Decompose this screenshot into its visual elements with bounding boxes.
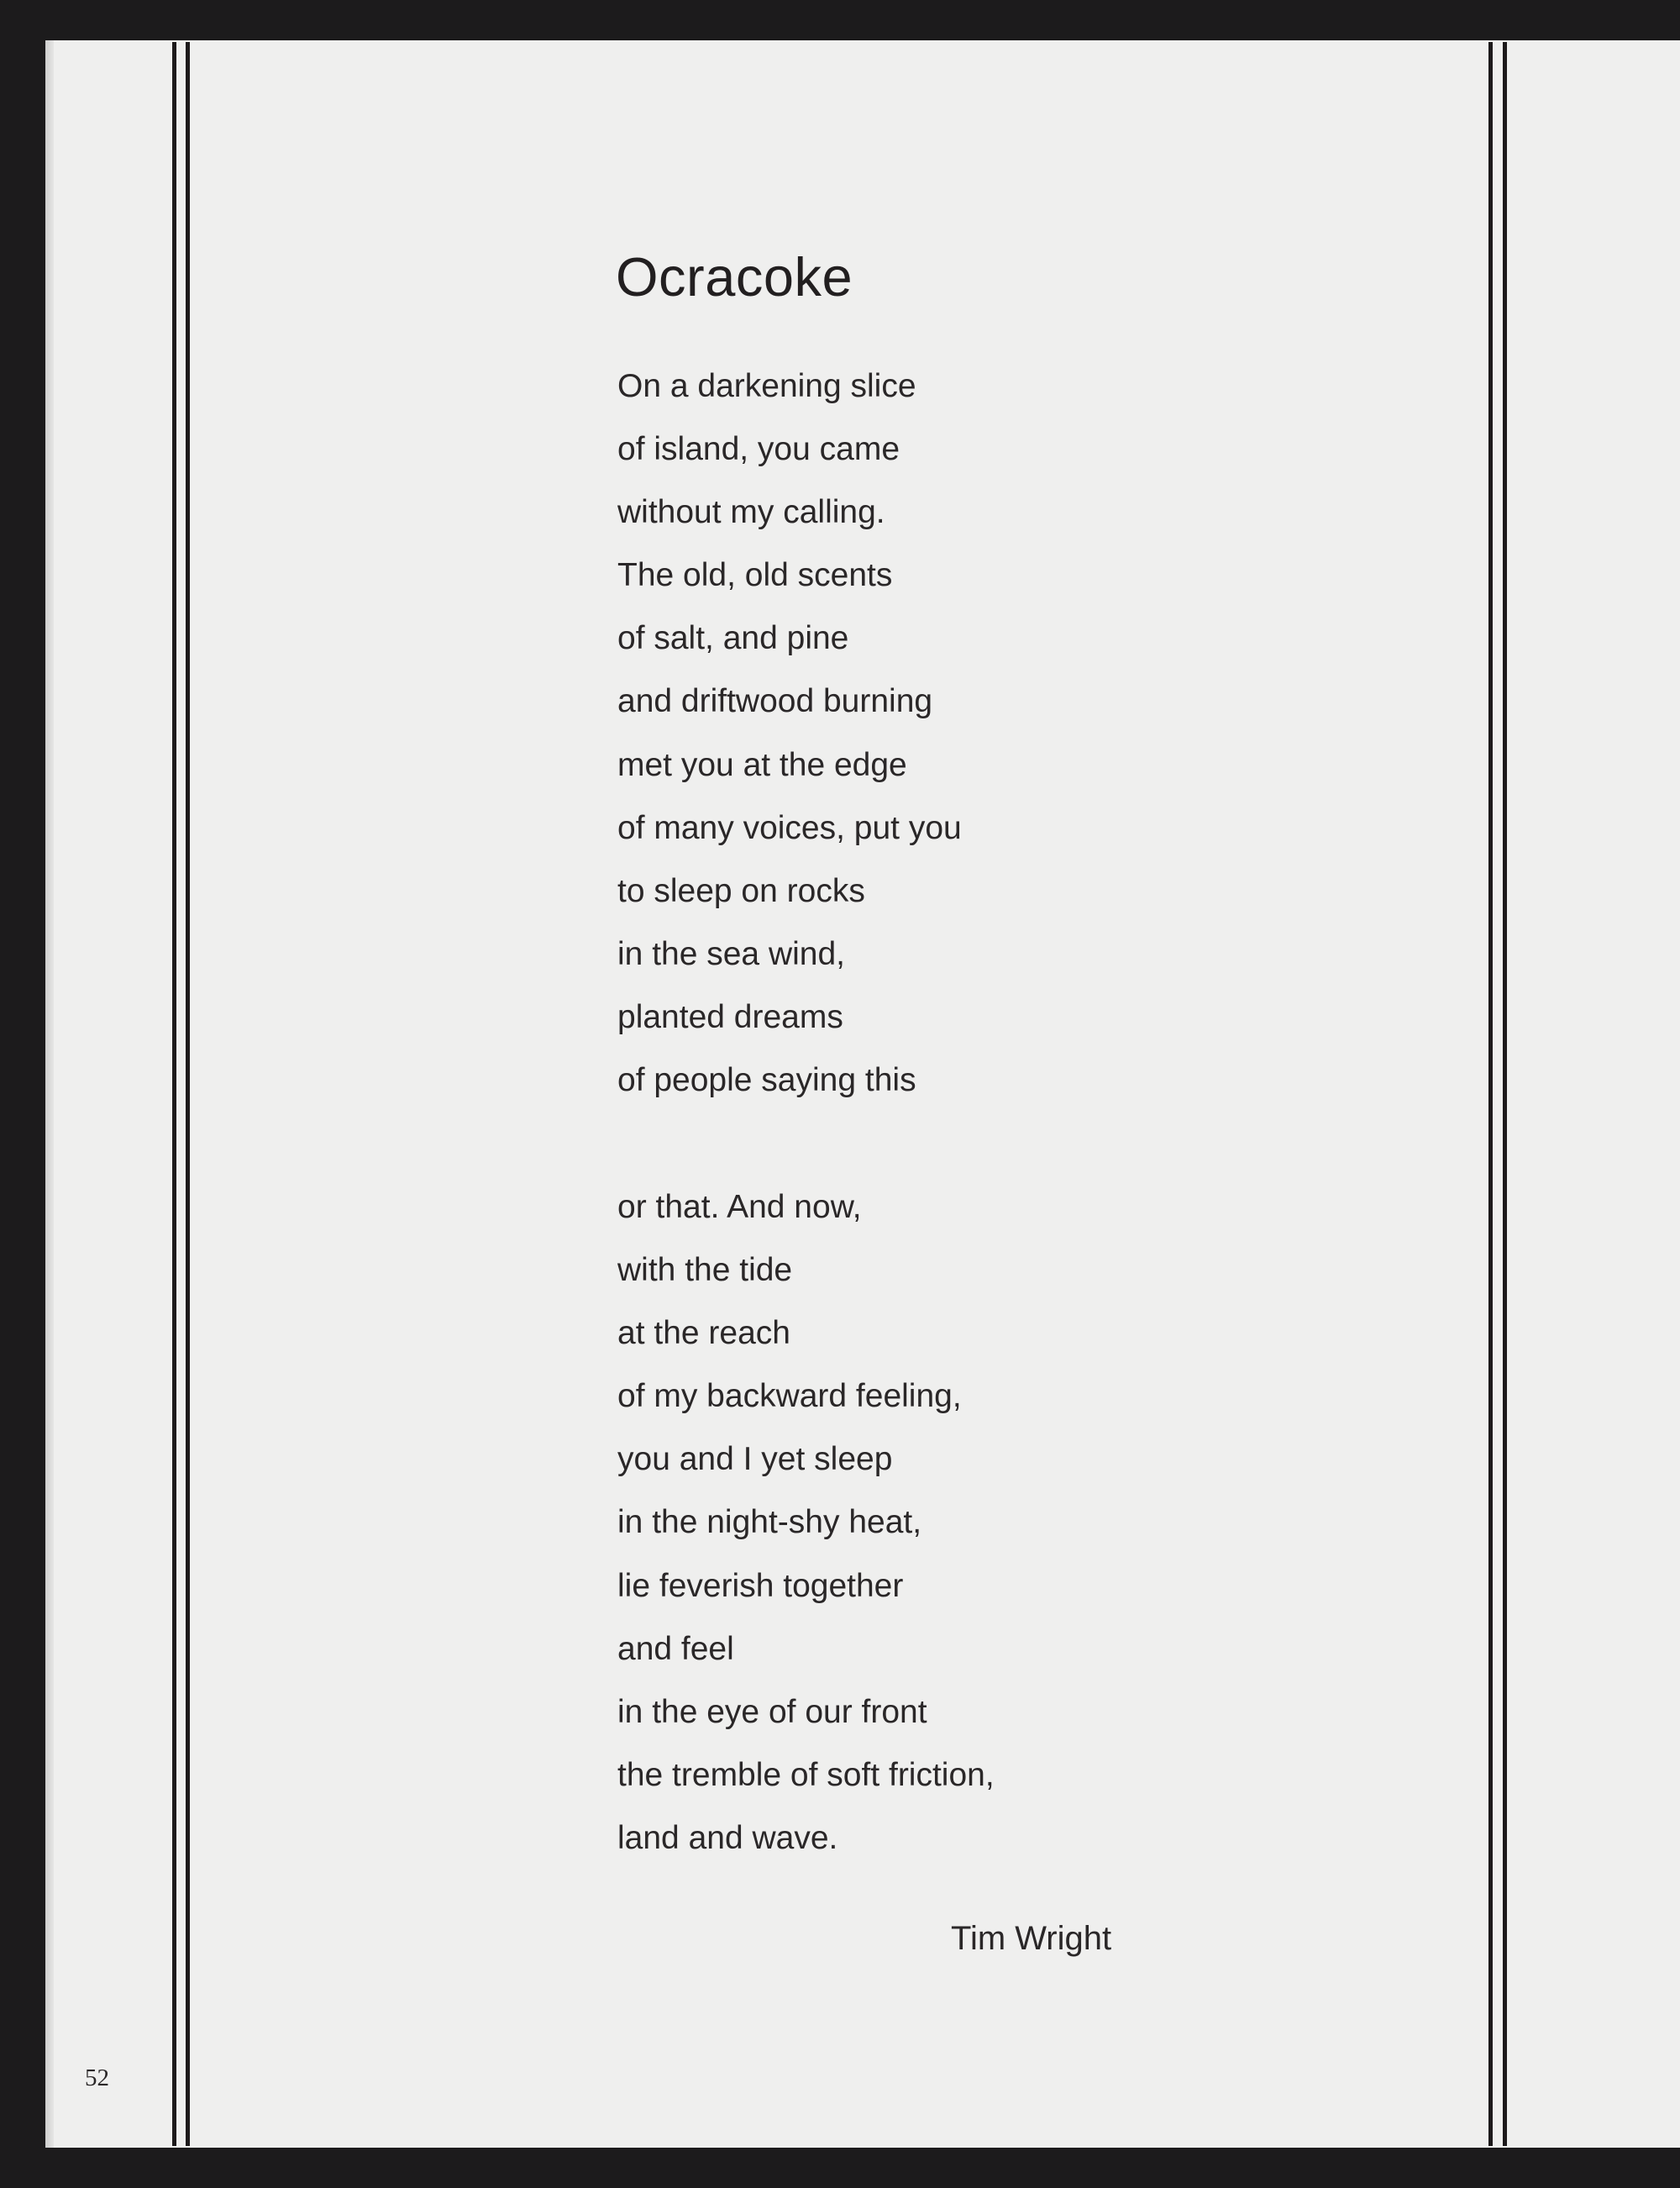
poem-line: lie feverish together (617, 1567, 904, 1604)
page-edge (45, 40, 54, 2148)
poem-line: of people saying this (617, 1062, 916, 1099)
poem-line: On a darkening slice (617, 368, 916, 404)
stanza-1 (617, 370, 962, 1127)
poem-line: in the sea wind, (617, 935, 846, 972)
right-border-rule-inner (1488, 42, 1493, 2146)
poem-line: of many voices, put you (617, 809, 962, 846)
poem-title: Ocracoke (616, 246, 853, 308)
poem-line: planted dreams (617, 998, 843, 1035)
stanza-2 (617, 1191, 995, 1885)
poem-author: Tim Wright (951, 1920, 1112, 1957)
poem-line: in the eye of our front (617, 1693, 927, 1730)
poem-line: land and wave. (617, 1819, 838, 1856)
page-number: 52 (85, 2064, 109, 2091)
poem-line: in the night-shy heat, (617, 1504, 922, 1541)
right-border-rule-outer (1503, 42, 1507, 2146)
poem-line: the tremble of soft friction, (617, 1756, 995, 1793)
poem-line: of my backward feeling, (617, 1378, 962, 1415)
poem-line: and driftwood burning (617, 683, 933, 720)
poem-line: met you at the edge (617, 746, 907, 783)
poem-line: and feel (617, 1630, 734, 1667)
poem-line: with the tide (617, 1252, 793, 1289)
poem-line: to sleep on rocks (617, 872, 865, 909)
left-border-rule-outer (172, 42, 176, 2146)
poem-line: at the reach (617, 1315, 790, 1352)
left-border-rule-inner (186, 42, 190, 2146)
poem-line: or that. And now, (617, 1189, 862, 1225)
poem-line: of island, you came (617, 431, 900, 468)
poem-line: of salt, and pine (617, 620, 849, 657)
poem-line: The old, old scents (617, 557, 893, 594)
poem-line: you and I yet sleep (617, 1441, 893, 1478)
poem-line: without my calling. (617, 494, 885, 531)
